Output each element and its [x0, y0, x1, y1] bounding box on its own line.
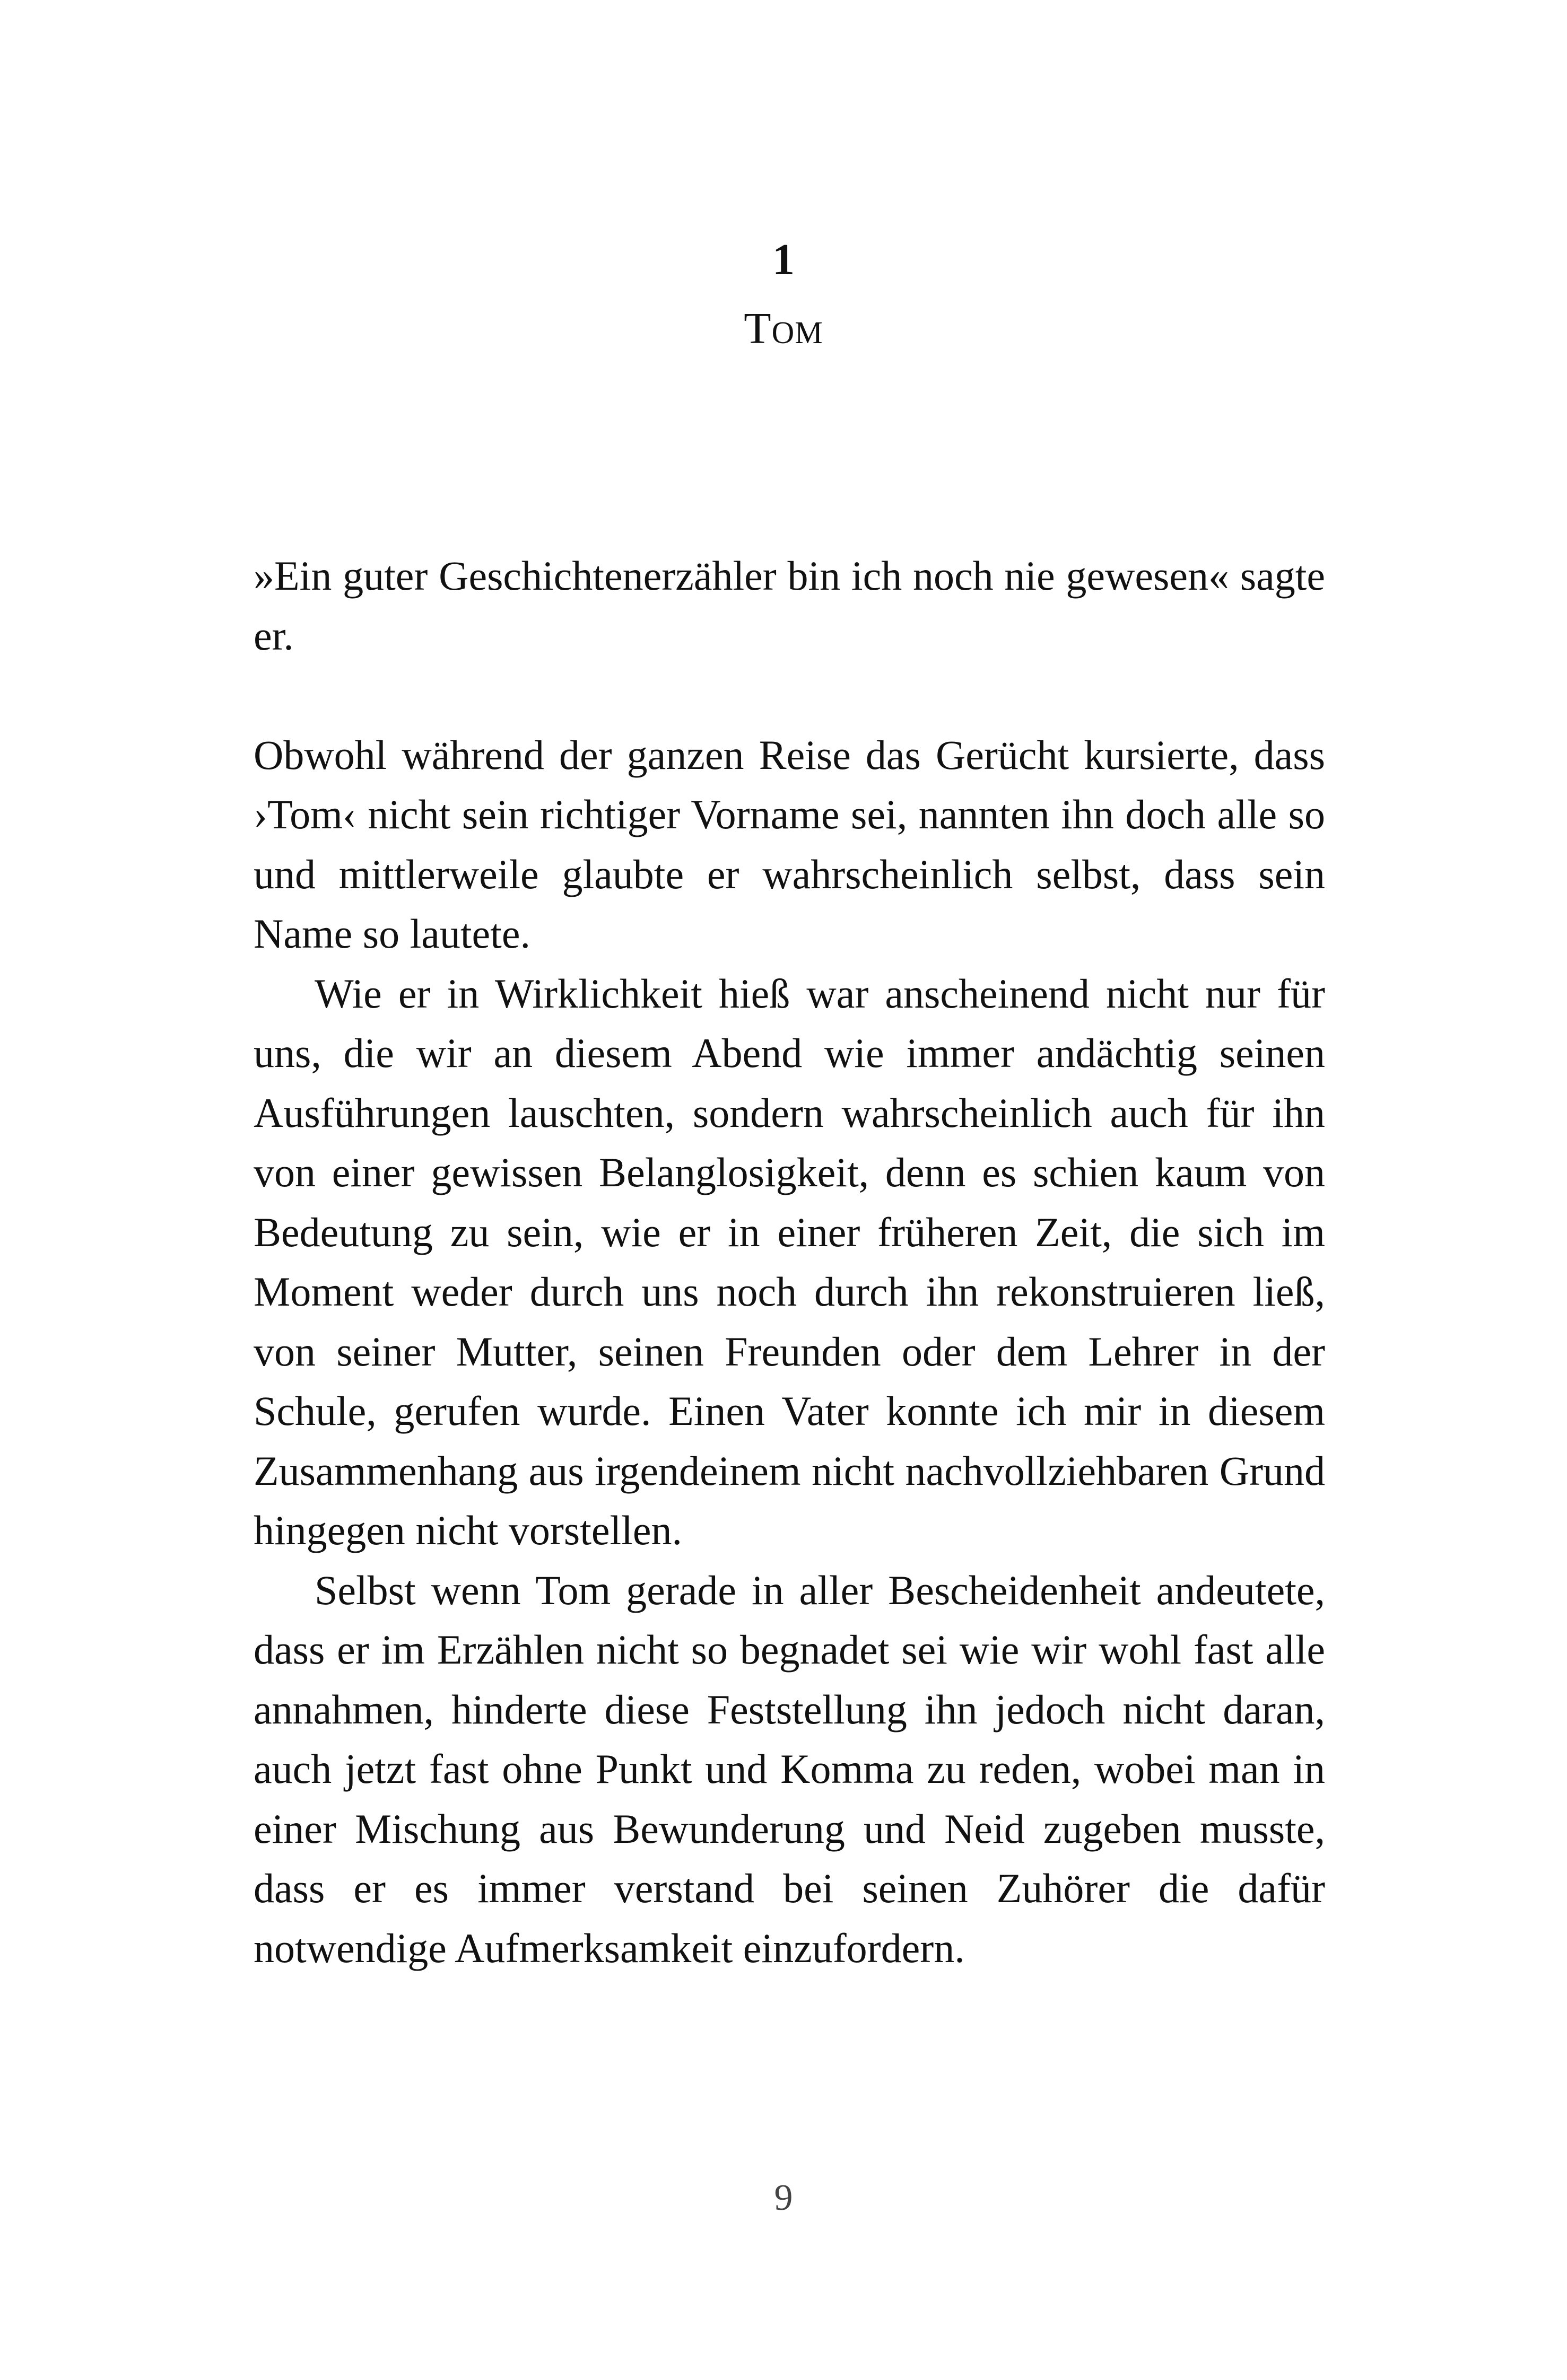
chapter-number: 1: [772, 235, 795, 284]
opening-quote-paragraph: »Ein guter Geschichtenerzähler bin ich noch nie gewesen« sagte er.: [254, 553, 1325, 659]
body-paragraph: Selbst wenn Tom gerade in aller Bescheidenheit andeutete, dass er im Erzählen nicht so begnadet sei wie wir wohl fast alle annahmen, hinderte diese Feststellung ihn jedoch nicht daran, auch jetzt fast ohne Punkt und Komma zu reden, wobei man in einer Mischung aus Bewunderung und Neid zugeben musste, dass er es immer verstand bei seinen Zuhörer die dafür notwendige Aufmerksamkeit einzufordern.: [254, 1567, 1325, 1971]
body-paragraph: Obwohl während der ganzen Reise das Gerücht kursierte, dass ›Tom‹ nicht sein richtiger Vorname sei, nannten ihn doch alle so und mittlerweile glaubte er wahrscheinlich selbst, dass sein Name so lautete.: [254, 731, 1325, 957]
page-number: 9: [774, 2177, 793, 2218]
chapter-body: [254, 546, 1325, 1978]
chapter-title: Tom: [744, 304, 823, 353]
body-paragraph: Wie er in Wirklichkeit hieß war anscheinend nicht nur für uns, die wir an diesem Abend wie immer andächtig seinen Ausführungen lauschten, sondern wahrscheinlich auch für ihn von einer gewissen Belanglosigkeit, denn es schien kaum von Bedeutung zu sein, wie er in einer früheren Zeit, die sich im Moment weder durch uns noch durch ihn rekonstruieren ließ, von seiner Mutter, seinen Freunden oder dem Lehrer in der Schule, gerufen wurde. Einen Vater konnte ich mir in diesem Zusammenhang aus irgendeinem nicht nachvollziehbaren Grund hingegen nicht vorstellen.: [254, 970, 1325, 1553]
